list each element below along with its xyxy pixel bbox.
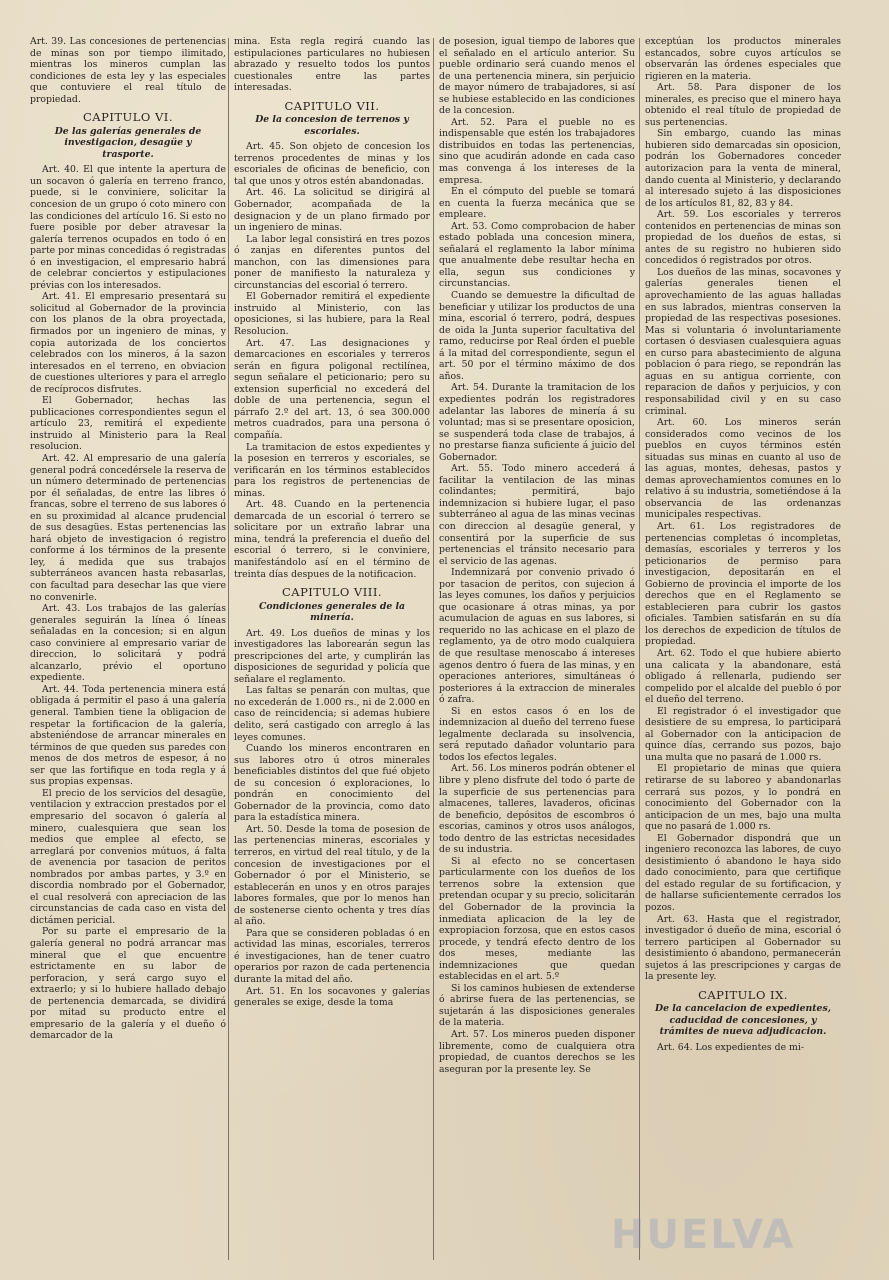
archive-watermark-stamp: HUELVA: [611, 1212, 796, 1258]
article-paragraph: Para que se consideren pobladas ó en actividad las minas, escoriales, terreros é investigaciones, han de tener cuatro operarios por razon de cada pertenencia durante la mitad del año.: [234, 927, 430, 986]
chapter-subtitle: De la cancelacion de expedientes, caducidad de concesiones, y trámites de nueva adjudicacion.: [655, 1003, 831, 1038]
article-paragraph: Si en estos casos ó en los de indemnizacion al dueño del terreno fuese legalmente declarada su insolvencia, será reputado dañador voluntario para todos los efectos legales.: [439, 705, 635, 763]
article-paragraph: Art. 42. Al empresario de una galería general podrá concedérsele la reserva de un número determinado de pertenencias por él señaladas, de entre las libres ó francas, sobre el terreno de sus labores ó en su proximidad al alcance prudencial de sus desagües. Estas pertenencias las hará objeto de investigacion ó registro conforme á los términos de la presente ley, á medida que sus trabajos subterráneos avancen hasta rebasarlas, con facultad para desechar las que viere no convenirle.: [30, 453, 226, 603]
article-paragraph: Art. 47. Las designaciones y demarcaciones en escoriales y terreros serán en figura poligonal rectilínea, segun señalare el peticionario; pero su extension superficial no excederá del doble de una pertenencia, segun el párrafo 2.º del art. 13, ó sea 300.000 metros cuadrados, para una persona ó compañía.: [234, 337, 430, 441]
chapter-heading: CAPITULO VIII.: [281, 585, 383, 600]
article-paragraph: Art. 48. Cuando en la pertenencia demarcada de un escorial ó terrero se solicitare por un extraño labrar una mina, tendrá la preferencia el dueño del escorial ó terrero, si le conviniere, manifestándolo así en el término de treinta días despues de la notificacion.: [234, 499, 430, 580]
article-paragraph: Art. 54. Durante la tramitacion de los expedientes podrán los registradores adelantar las labores de minería á su voluntad; mas si se presentare oposicion, se suspenderá toda clase de trabajos, á no prestarse fianza suficiente á juicio del Gobernador.: [439, 382, 635, 463]
article-paragraph: Si al efecto no se concertasen particularmente con los dueños de los terrenos sobre la extension que pretendan ocupar y su precio, solicitarán del Gobernador de la provincia la inmediata aplicacion de la ley de expropiacion forzosa, que en estos casos procede, y tendrá efecto dentro de los dos meses, mediante las indemnizaciones que quedan establecidas en el art. 5.º: [439, 855, 635, 983]
article-paragraph: Art. 61. Los registradores de pertenencias completas ó incompletas, demasías, escoriales y terreros y los peticionarios de permiso para investigacion, depositarán en el Gobierno de provincia el importe de los derechos que en el Reglamento se establecieren para cubrir los gastos oficiales. Tambien satisfarán en su día los derechos de expedicion de títulos de propiedad.: [645, 520, 841, 648]
article-paragraph: Art. 53. Como comprobacion de haber estado poblada una concesion minera, señalará el reglamento la labor mínima que anualmente debe resultar hecha en ella, segun sus condiciones y circunstancias.: [439, 220, 635, 290]
article-paragraph: La tramitacion de estos expedientes y la posesion en terreros y escoriales, se verificarán en los términos establecidos para los registros de pertenencias de minas.: [234, 441, 430, 499]
article-paragraph: El Gobernador dispondrá que un ingeniero reconozca las labores, de cuyo desistimiento ó abandono le haya sido dado conocimiento, para que certifique del estado regular de su fortificacion, y de hallarse suficientemente cerrados los pozos.: [645, 832, 841, 914]
chapter-heading: CAPITULO IX.: [698, 987, 788, 1002]
article-paragraph: Cuando se demuestre la dificultad de beneficiar y utilizar los productos de una mina, escorial ó terrero, podrá, despues de oida la Junta superior facultativa del ramo, reducirse por Real órden el pueble á la mitad del correspondiente, segun el art. 50 por el término máximo de dos años.: [439, 290, 635, 382]
article-paragraph: Art. 51. En los socavones y galerías generales se exige, desde la toma: [234, 985, 430, 1009]
article-paragraph: Art. 46. La solicitud se dirigirá al Gobernador, acompañada de la designacion y de un plano firmado por un ingeniero de minas.: [234, 187, 430, 234]
article-paragraph: Art. 44. Toda pertenencia minera está obligada á permitir el paso á una galería general. Tambien tiene la obligacion de respetar la fortificacion de la galería, absteniéndose de arrancar minerales en términos de que queden sus paredes con menos de dos metros de espesor, á no ser que las fortifique en toda regla y á sus propias expensas.: [30, 683, 226, 788]
article-paragraph: El registrador ó el investigador que desistiere de su empresa, lo participará al Gobernador con la anticipacion de quince días, cerrando sus pozos, bajo una multa que no pasará de 1.000 rs.: [645, 705, 841, 763]
article-paragraph: En el cómputo del pueble se tomará en cuenta la fuerza mecánica que se empleare.: [439, 186, 635, 221]
article-paragraph: Los dueños de las minas, socavones y galerías generales tienen el aprovechamiento de las aguas halladas en sus labrados, mientras conserven la propiedad de las respectivas posesiones. Mas si voluntaria ó involuntariamente cortasen ó desviasen cualesquiera aguas en curso para abastecimiento de alguna poblacion ó para riego, se repondrán las aguas en su antigua corriente, con reparacion de daños y perjuicios, y con responsabilidad civil y en su caso criminal.: [645, 266, 841, 417]
article-paragraph: El propietario de minas que quiera retirarse de su laboreo y abandonarlas cerrará sus pozos, y lo pondrá en conocimiento del Gobernador con la anticipacion de un mes, bajo una multa que no pasará de 1.000 rs.: [645, 763, 841, 833]
article-paragraph: Art. 62. Todo el que hubiere abierto una calicata y la abandonare, está obligado á rellenarla, pudiendo ser compelido por el alcalde del pueblo ó por el dueño del terreno.: [645, 647, 841, 706]
article-paragraph: Art. 63. Hasta que el registrador, investigador ó dueño de mina, escorial ó terrero participen al Gobernador su desistimiento ó abandono, permanecerán sujetos á las prescripciones y cargas de la presente ley.: [645, 913, 841, 983]
article-paragraph: Art. 59. Los escoriales y terreros contenidos en pertenencias de minas son propiedad de los dueños de estas, si antes de su registro no hubieren sido concedidos ó registrados por otros.: [645, 209, 841, 267]
article-paragraph: Art. 43. Los trabajos de las galerías generales seguirán la línea ó líneas señaladas en la concesion; si en algun caso conviniere al empresario variar de direccion, lo solicitará y podrá alcanzarlo, prévio el oportuno expediente.: [30, 603, 226, 684]
text-column-4: [645, 36, 841, 1053]
article-paragraph: Art. 50. Desde la toma de posesion de las pertenencias mineras, escoriales y terreros, en virtud del real título, y de la concesion de investigaciones por el Gobernador ó por el Ministerio, se establecerán en unos y en otros parajes labores formales, que por lo menos han de sostenerse ciento ochenta y tres días al año.: [234, 823, 430, 928]
chapter-heading: CAPITULO VI.: [83, 110, 173, 125]
column-rule: [433, 38, 434, 1260]
chapter-subtitle: De la concesion de terrenos y escoriales.: [255, 114, 409, 137]
article-paragraph: Si los caminos hubiesen de extenderse ó abrirse fuera de las pertenencias, se sujetarán á las disposiciones generales de la materia.: [439, 982, 635, 1029]
article-paragraph: Art. 40. El que intente la apertura de un socavon ó galería en terreno franco, puede, si le conviniere, solicitar la concesion de un grupo ó coto minero con las condiciones del artículo 16. Si esto no fuere posible por deber atravesar la galería terrenos ocupados en todo ó en parte por minas concedidas ó registradas ó en investigacion, el empresario habrá de celebrar conciertos y estipulaciones prévias con los interesados.: [30, 164, 226, 291]
article-paragraph: mina. Esta regla regirá cuando las estipulaciones particulares no hubiesen abrazado y resuelto todos los puntos cuestionales entre las partes interesadas.: [234, 36, 430, 94]
column-rule: [639, 38, 640, 1260]
article-paragraph: Cuando los mineros encontraren en sus labores otro ú otros minerales beneficiables distintos del que fué objeto de su concesion ó exploraciones, lo pondrán en conocimiento del Gobernador de la provincia, como dato para la estadística minera.: [234, 743, 430, 824]
article-paragraph: Art. 55. Todo minero accederá á facilitar la ventilacion de las minas colindantes; permitirá, bajo indemnizacion si hubiere lugar, el paso subterráneo al agua de las minas vecinas con direccion al desagüe general, y consentirá por la superficie de sus pertenencias el tránsito necesario para el servicio de las agenas.: [439, 463, 635, 567]
text-column-2: [234, 36, 430, 1009]
article-paragraph: El precio de los servicios del desagüe, ventilacion y extraccion prestados por el empresario del socavon ó galería al minero, cualesquiera que sean los medios que emplee al efecto, se arreglará por convenios mútuos, á falta de avenencia por tasacion de peritos nombrados por ambas partes, y 3.º en discordia nombrado por el Gobernador, el cual resolverá con apreciacion de las circunstancias de cada caso en vista del dictámen pericial.: [30, 787, 226, 926]
article-paragraph: Indemnizará por convenio privado ó por tasacion de peritos, con sujecion á las leyes comunes, los daños y perjuicios que ocasionare á otras minas, ya por acumulacion de aguas en sus labores, si requerido no las achicase en el plazo de reglamento, ya de otro modo cualquiera de que resultase menoscabo á intereses agenos dentro ó fuera de las minas, y en operaciones anteriores, simultáneas ó posteriores á la extraccion de minerales ó zafra.: [439, 567, 635, 706]
chapter-subtitle: De las galerías generales de investigacion, desagüe y trasporte.: [54, 125, 202, 160]
article-paragraph: Las faltas se penarán con multas, que no excederán de 1.000 rs., ni de 2.000 en caso de reincidencia; si ademas hubiere delito, será castigado con arreglo á las leyes comunes.: [234, 685, 430, 743]
article-paragraph: Art. 64. Los expedientes de mi-: [657, 1041, 804, 1053]
article-paragraph: El Gobernador remitirá el expediente instruido al Ministerio, con las oposiciones, si las hubiere, para la Real Resolucion.: [234, 291, 430, 338]
article-paragraph: Art. 52. Para el pueble no es indispensable que estén los trabajadores distribuidos en todas las pertenencias, sino que acudirán adonde en cada caso mas convenga á los intereses de la empresa.: [439, 116, 635, 186]
article-paragraph: exceptúan los productos minerales estancados, sobre cuyos artículos se observarán las órdenes especiales que rigieren en la materia.: [645, 36, 841, 82]
article-paragraph: de posesion, igual tiempo de labores que el señalado en el artículo anterior. Su pueble ordinario será cuando menos el de una pertenencia minera, sin perjuicio de mayor número de trabajadores, si así se hubiese establecido en las condiciones de la concesion.: [439, 36, 635, 117]
article-paragraph: Art. 41. El empresario presentará su solicitud al Gobernador de la provincia con los planos de la obra proyectada, firmados por un ingeniero de minas, y copia autorizada de los conciertos celebrados con los mineros, á la sazon interesados en el terreno, en obviacion de cuestiones ulteriores y para el arreglo de recíprocos disfrutes.: [30, 291, 226, 395]
chapter-heading: CAPITULO VII.: [284, 98, 380, 113]
article-paragraph: Art. 60. Los mineros serán considerados como vecinos de los pueblos en cuyos términos estén situadas sus minas en cuanto al uso de las aguas, montes, dehesas, pastos y demas aprovechamientos comunes en lo relativo á su industria, sometiéndose á la observancia de las ordenanzas municipales respectivas.: [645, 417, 841, 521]
article-paragraph: Art. 57. Los mineros pueden disponer libremente, como de cualquiera otra propiedad, de cuantos derechos se les aseguran por la presente ley. Se: [439, 1029, 635, 1075]
article-paragraph: Sin embargo, cuando las minas hubieren sido demarcadas sin oposicion, podrán los Gobernadores conceder autorizacion para la venta de mineral, dando cuenta al Ministerio, y declarando al interesado sujeto á las disposiciones de los artículos 81, 82, 83 y 84.: [645, 128, 841, 209]
article-paragraph: El Gobernador, hechas las publicaciones correspondientes segun el artículo 23, remitirá el expediente instruido al Ministerio para la Real resolucion.: [30, 395, 226, 453]
text-column-3: [439, 36, 635, 1075]
text-column-1: [30, 36, 226, 1042]
article-paragraph: La labor legal consistirá en tres pozos ó zanjas en diferentes puntos del manchon, con las dimensiones para poner de manifiesto la naturaleza y circunstancias del escorial ó terrero.: [234, 233, 430, 291]
article-paragraph: Por su parte el empresario de la galería general no podrá arrancar mas mineral que el que encuentre estrictamente en su labor de perforacion, y será cargo suyo el extraerlo; y si lo hubiere hallado debajo de pertenencia demarcada, se dividirá por mitad su producto entre el empresario de la galería y el dueño ó demarcador de la: [30, 926, 226, 1042]
article-paragraph: Art. 49. Los dueños de minas y los investigadores las laborearán segun las prescripciones del arte, y cumplirán las disposiciones de seguridad y policía que señalare el reglamento.: [234, 627, 430, 685]
article-paragraph: Art. 45. Son objeto de concesion los terrenos procedentes de minas y los escoriales de oficinas de beneficio, con tal que unos y otros estén abandonadas.: [234, 141, 430, 187]
article-paragraph: Art. 58. Para disponer de los minerales, es preciso que el minero haya obtenido el real título de propiedad de sus pertenencias.: [645, 82, 841, 128]
chapter-subtitle: Condiciones generales de la minería.: [258, 600, 406, 624]
article-paragraph: Art. 56. Los mineros podrán obtener el libre y pleno disfrute del todo ó parte de la superficie de sus pertenencias para almacenes, talleres, lavaderos, oficinas de beneficio, depósitos de escombros ó escorias, caminos y otros usos análogos, todo dentro de las estrictas necesidades de su industria.: [439, 763, 635, 856]
article-paragraph: Art. 39. Las concesiones de pertenencias de minas son por tiempo ilimitado, mientras los mineros cumplan las condiciones de esta ley y las especiales que contuviere el real título de propiedad.: [30, 36, 226, 105]
column-rule: [228, 38, 229, 1260]
